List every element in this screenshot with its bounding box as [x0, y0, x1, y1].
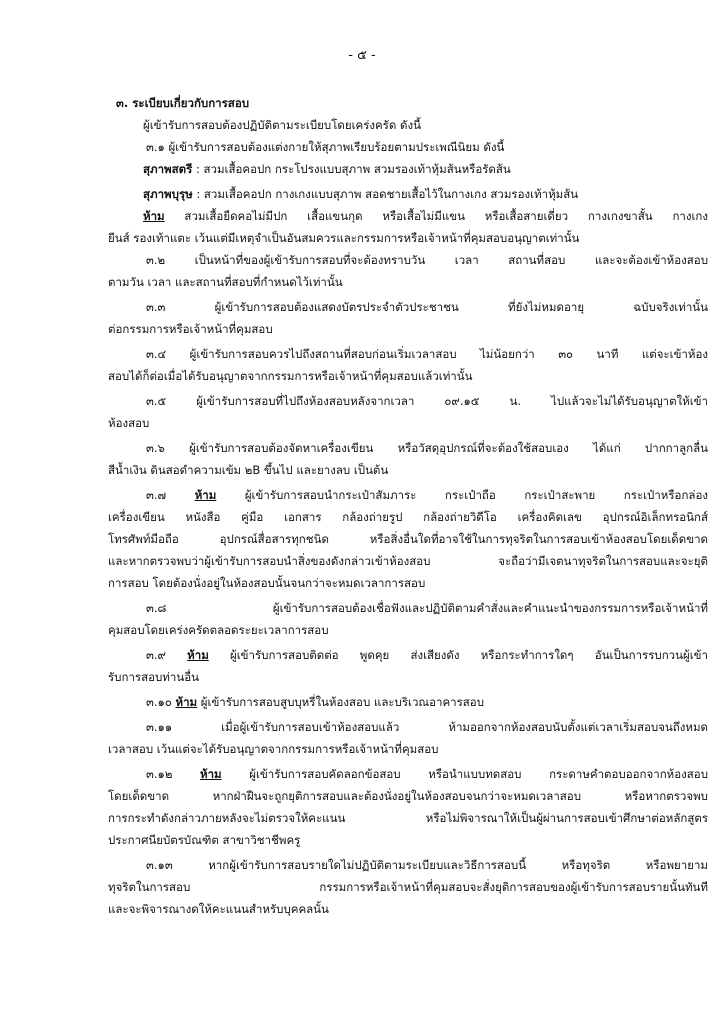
rule-3-4: ๓.๔ ผู้เข้ารับการสอบควรไปถึงสถานที่สอบก่อนเริ่มเวลาสอบ ไม่น้อยกว่า ๓๐ นาที แต่จะเข้าห้อง: [146, 347, 708, 361]
male-text: : สวมเสื้อคอปก กางเกงแบบสุภาพ สอดชายเสื้อไว้ในกางเกง สวมรองเท้าหุ้มส้น: [192, 187, 579, 201]
rule-3-6: ๓.๖ ผู้เข้ารับการสอบต้องจัดหาเครื่องเขียน หรือวัสดุอุปกรณ์ที่จะต้องใช้สอบเอง ได้แก่ ปากกาลูกลื่น: [146, 441, 708, 455]
rule-3-2: ๓.๒ เป็นหน้าที่ของผู้เข้ารับการสอบที่จะต้องทราบวัน เวลา สถานที่สอบ และจะต้องเข้าห้องสอบ: [146, 253, 708, 267]
rule-3-8-cont: คุมสอบโดยเคร่งครัดตลอดระยะเวลาการสอบ: [108, 623, 329, 637]
rule-3-7-line2: เครื่องเขียน หนังสือ คู่มือ เอกสาร กล้องถ่ายรูป กล้องถ่ายวิดีโอ เครื่องคิดเลข อุปกรณ์อิเล็กทรอนิกส์: [108, 510, 708, 524]
rule-3-10: [108, 691, 708, 713]
rule-3-9: [108, 644, 708, 666]
rule-3-7-num: ๓.๗: [146, 488, 195, 502]
rule-3-12-line4: ประกาศนียบัตรบัณฑิต สาขาวิชาชีพครู: [108, 833, 301, 847]
female-text: : สวมเสื้อคอปก กระโปรงแบบสุภาพ สวมรองเท้าหุ้มส้นหรือรัดส้น: [192, 162, 511, 176]
rule-3-12-text: ผู้เข้ารับการสอบคัดลอกข้อสอบ หรือนำแบบทดสอบ กระดาษคำตอบออกจากห้องสอบ: [221, 767, 708, 781]
rule-3-7-text: ผู้เข้ารับการสอบนำกระเป๋าสัมภาระ กระเป๋าถือ กระเป๋าสะพาย กระเป๋าหรือกล่อง: [216, 488, 708, 502]
rule-3-12-line2: โดยเด็ดขาด หากฝ่าฝืนจะถูกยุติการสอบและต้องนั่งอยู่ในห้องสอบจนกว่าจะหมดเวลาสอบ หรือหากตรวจพบ: [108, 789, 708, 803]
prohibit-label: ห้าม: [187, 648, 209, 662]
rule-3-13-line3: และจะพิจารณางดให้คะแนนสำหรับบุคคลนั้น: [108, 902, 329, 916]
rule-3-3: ๓.๓ ผู้เข้ารับการสอบต้องแสดงบัตรประจำตัวประชาชน ที่ยังไม่หมดอายุ ฉบับจริงเท่านั้น: [146, 300, 708, 314]
rule-3-1-female: [108, 158, 708, 180]
rule-3-11: ๓.๑๑ เมื่อผู้เข้ารับการสอบเข้าห้องสอบแล้ว ห้ามออกจากห้องสอบนับตั้งแต่เวลาเริ่มสอบจนถึงหมด: [146, 720, 708, 734]
rule-3-7-line4: และหากตรวจพบว่าผู้เข้ารับการสอบนำสิ่งของดังกล่าวเข้าห้องสอบ จะถือว่ามีเจตนาทุจริตในการสอบและจะยุติ: [108, 554, 708, 568]
prohibit-label: ห้าม: [175, 695, 198, 709]
female-label: สุภาพสตรี: [143, 162, 193, 176]
rule-3-1: ๓.๑ ผู้เข้ารับการสอบต้องแต่งกายให้สุภาพเรียบร้อยตามประเพณีนิยม ดังนี้: [146, 140, 505, 154]
rule-3-7-line5: การสอบ โดยต้องนั่งอยู่ในห้องสอบนั้นจนกว่าจะหมดเวลาการสอบ: [108, 576, 426, 590]
rule-3-13-line2: ทุจริตในการสอบ กรรมการหรือเจ้าหน้าที่คุมสอบจะสั่งยุติการสอบของผู้เข้ารับการสอบรายนั้นทันที: [108, 880, 708, 894]
rule-3-10-text: ผู้เข้ารับการสอบสูบบุหรี่ในห้องสอบ และบริเวณอาคารสอบ: [197, 695, 484, 709]
rule-3-9-cont: รับการสอบท่านอื่น: [108, 670, 199, 684]
rule-3-1-male: [108, 183, 708, 205]
rule-3-4-cont: สอบได้ก็ต่อเมื่อได้รับอนุญาตจากกรรมการหรือเจ้าหน้าที่คุมสอบแล้วเท่านั้น: [108, 369, 473, 383]
rule-3-12-line3: การกระทำดังกล่าวภายหลังจะไม่ตรวจให้คะแนน หรือไม่พิจารณาให้เป็นผู้ผ่านการสอบเข้าศึกษาต่อหลักสูตร: [108, 811, 708, 825]
rule-3-10-num: ๓.๑๐: [146, 695, 176, 709]
prohibit-label: ห้าม: [200, 767, 222, 781]
rule-3-9-num: ๓.๙: [146, 648, 188, 662]
rule-3-9-text: ผู้เข้ารับการสอบติดต่อ พูดคุย ส่งเสียงดัง หรือกระทำการใดๆ อันเป็นการรบกวนผู้เข้า: [208, 648, 708, 662]
section-heading: ๓. ระเบียบเกี่ยวกับการสอบ: [116, 96, 250, 110]
prohibit-text: สวมเสื้อยืดคอไม่มีปก เสื้อแขนกุด หรือเสื้อไม่มีแขน หรือเสื้อสายเดี่ยว กางเกงขาสั้น กางเกง: [164, 209, 708, 223]
rule-3-12-num: ๓.๑๒: [146, 767, 201, 781]
rule-3-1-prohibit-cont: ยีนส์ รองเท้าแตะ เว้นแต่มีเหตุจำเป็นอันสมควรและกรรมการหรือเจ้าหน้าที่คุมสอบอนุญาตเท่านั้น: [108, 231, 580, 245]
rule-3-1-prohibit: [108, 205, 708, 227]
rule-3-8: ๓.๘ ผู้เข้ารับการสอบต้องเชื่อฟังและปฏิบัติตามคำสั่งและคำแนะนำของกรรมการหรือเจ้าหน้าที่: [146, 601, 708, 615]
rule-3-12: [108, 763, 708, 785]
male-label: สุภาพบุรุษ: [143, 187, 193, 201]
document-body: [108, 92, 708, 920]
rule-3-13: ๓.๑๓ หากผู้เข้ารับการสอบรายใดไม่ปฏิบัติตามระเบียบและวิธีการสอบนี้ หรือทุจริต หรือพยายาม: [146, 858, 708, 872]
prohibit-label: ห้าม: [194, 488, 217, 502]
section-intro: ผู้เข้ารับการสอบต้องปฏิบัติตามระเบียบโดยเคร่งครัด ดังนี้: [143, 118, 421, 132]
page-number: - ๕ -: [348, 48, 376, 63]
rule-3-5: ๓.๕ ผู้เข้ารับการสอบที่ไปถึงห้องสอบหลังจากเวลา ๐๙.๑๕ น. ไปแล้วจะไม่ได้รับอนุญาตให้เข้า: [146, 394, 708, 408]
rule-3-11-cont: เวลาสอบ เว้นแต่จะได้รับอนุญาตจากกรรมการหรือเจ้าหน้าที่คุมสอบ: [108, 742, 439, 756]
prohibit-label: ห้าม: [143, 209, 165, 223]
rule-3-2-cont: ตามวัน เวลา และสถานที่สอบที่กำหนดไว้เท่านั้น: [108, 275, 343, 289]
rule-3-3-cont: ต่อกรรมการหรือเจ้าหน้าที่คุมสอบ: [108, 322, 273, 336]
rule-3-7: [108, 484, 708, 506]
rule-3-5-cont: ห้องสอบ: [108, 416, 150, 430]
rule-3-7-line3: โทรศัพท์มือถือ อุปกรณ์สื่อสารทุกชนิด หรือสิ่งอื่นใดที่อาจใช้ในการทุจริตในการสอบเข้าห้องสอบโดยเด็ดขาด: [108, 532, 708, 546]
rule-3-6-cont: สีน้ำเงิน ดินสอดำความเข้ม ๒B ขึ้นไป และยางลบ เป็นต้น: [108, 463, 389, 477]
